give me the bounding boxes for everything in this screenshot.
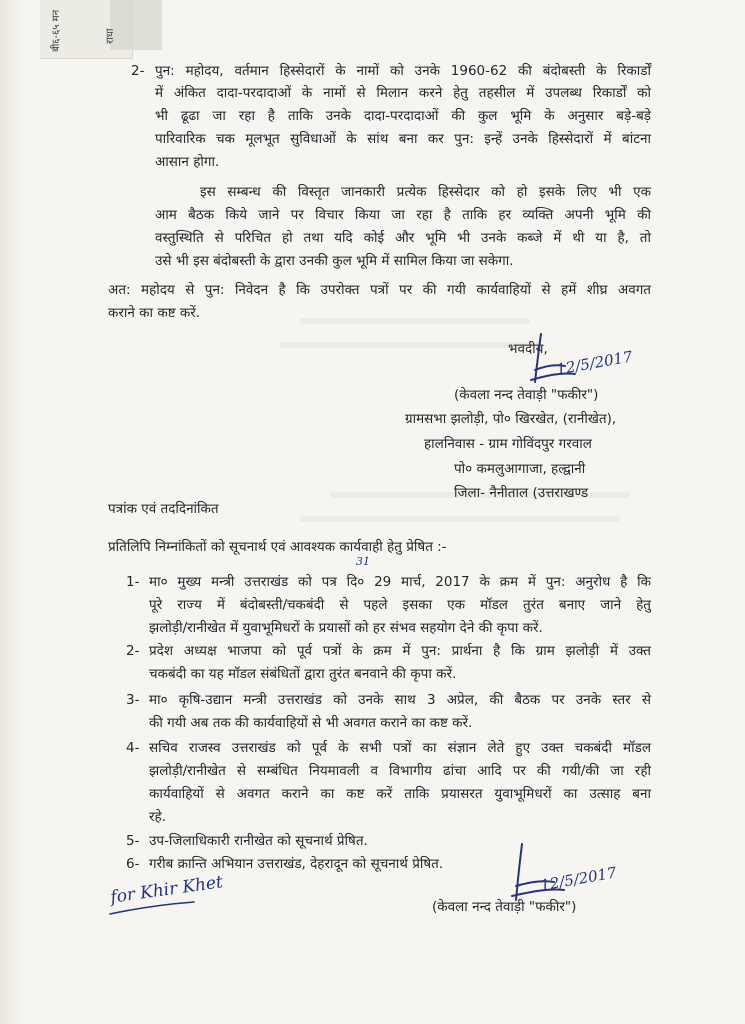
signature-date: 12/5/2017: [555, 347, 634, 379]
closing-text: भवदीय,: [508, 341, 548, 357]
note-underline: [108, 900, 198, 920]
copy-intro: प्रतिलिपि निम्नांकितों को सूचनार्थ एवं आवश्यक कार्यवाही हेतु प्रेषित :-: [108, 539, 447, 555]
section-line: में अंकित दादा-परदादाओं के नामों से मिलान करने हेतु तहसील में उपलब्ध रिकार्डों को: [155, 85, 651, 101]
section-para-line: इस सम्बन्ध की विस्तृत जानकारी प्रत्येक हिस्सेदार को हो इसके लिए भी एक: [200, 184, 651, 200]
stub-text-a: बी६-६५ मन: [51, 9, 62, 52]
stub-text-b: राधा: [105, 28, 116, 44]
section-para-line: आम बैठक किये जाने पर विचार किया जा रहा है ताकि हर व्यक्ति अपनी भूमि की: [155, 207, 651, 223]
page-edge-shadow: [0, 0, 22, 1024]
copy-number: 3-: [126, 692, 140, 708]
copy-line: सचिव राजस्व उत्तराखंड को पूर्व के सभी पत्रों का संज्ञान लेते हुए उक्त चकबंदी मॉडल: [149, 740, 651, 756]
copy-line: की गयी अब तक की कार्यवाहियों से भी अवगत कराने का कष्ट करें.: [149, 715, 473, 731]
copy-line: चकबंदी का यह मॉडल संबंधितों द्वारा तुरंत बनवाने की कृपा करें.: [149, 666, 457, 682]
address-line: जिला- नैनीताल (उत्तराखण्ड: [454, 485, 589, 501]
final-signer-name: (केवला नन्द तेवाड़ी "फकीर"): [432, 899, 577, 915]
bleed-mark: [300, 318, 530, 324]
section-line: पुन: महोदय, वर्तमान हिस्सेदारों के नामों को उनके 1960-62 की बंदोबस्ती के रिकार्डों: [155, 63, 651, 79]
final-signature-date: 12/5/2017: [539, 863, 618, 895]
section-line: भी ढूढा जा रहा है ताकि उनके दादा-परदादाओं की कुल भूमि के अनुसार बड़े-बड़े: [155, 108, 651, 124]
bleed-mark: [300, 516, 620, 522]
copy-line: मा० मुख्य मन्त्री उत्तराखंड को पत्र दि० 29 मार्च, 2017 के क्रम में पुन: अनुरोध है कि: [149, 574, 651, 590]
copy-line: प्रदेश अध्यक्ष भाजपा को पूर्व पत्रों के क्रम में पुन: प्रार्थना है कि ग्राम झलोड़ी में उक्त: [149, 643, 651, 659]
section-para-line: उसे भी इस बंदोबस्ती के द्वारा उनकी कुल भूमि में सामिल किया जा सकेगा.: [155, 253, 514, 269]
section-number: 2-: [131, 63, 145, 79]
copy-number: 5-: [126, 833, 140, 849]
copy-line: झलोड़ी/रानीखेत में युवाभूमिधरों के प्रयासों को हर संभव सहयोग देने की कृपा करें.: [149, 620, 543, 636]
signer-name: (केवला नन्द तेवाड़ी "फकीर"): [454, 387, 599, 403]
bleed-mark: [280, 342, 540, 348]
copy-number: 4-: [126, 740, 140, 756]
section-line: आसान होगा.: [155, 154, 220, 170]
copy-line: रहे.: [149, 809, 166, 825]
copy-line: गरीब क्रान्ति अभियान उत्तराखंड, देहरादून को सूचनार्थ प्रेषित.: [149, 856, 444, 872]
section-para-line: वस्तुस्थिति से परिचित हो तथा यदि कोई और भूमि भी उनके कब्जे में थी या है, तो: [155, 230, 651, 246]
header-stub: [40, 0, 133, 59]
copy-number: 6-: [126, 856, 140, 872]
address-line: ग्रामसभा झलोड़ी, पो० खिरखेत, (रानीखेत),: [405, 411, 617, 427]
request-line: अत: महोदय से पुन: निवेदन है कि उपरोक्त पत्रों पर की गयी कार्यवाहियों से हमें शीघ्र अवगत: [108, 282, 651, 298]
handwritten-note: for Khir Khet: [109, 872, 225, 908]
tape-strip: [110, 0, 162, 50]
handwritten-date-fix: 31: [356, 555, 370, 568]
copy-number: 1-: [126, 574, 140, 590]
request-line: कराने का कष्ट करें.: [108, 305, 201, 321]
copy-number: 2-: [126, 643, 140, 659]
address-line: हालनिवास - ग्राम गोविंदपुर गरवाल: [424, 436, 592, 452]
section-line: पारिवारिक चक मूलभूत सुविधाओं के सांथ बना कर पुन: इन्हें उनके हिस्सेदारों में बांटना: [155, 131, 651, 147]
copy-line: उप-जिलाधिकारी रानीखेत को सूचनार्थ प्रेषित.: [149, 833, 368, 849]
copy-line: झलोड़ी/रानीखेत से सम्बंधित नियमावली व विभागीय ढांचा आदि पर की गयी/की जा रही: [149, 763, 651, 779]
copy-line: मा० कृषि-उद्यान मन्त्री उत्तराखंड को उनके साथ 3 अप्रेल, की बैठक पर उनके स्तर से: [149, 692, 651, 708]
address-line: पो० कमलुआगाजा, हल्द्वानी: [454, 461, 586, 477]
copy-line: कार्यवाहियों से अवगत कराने का कष्ट करें ताकि प्रयासरत युवाभूमिधरों का उत्साह बना: [149, 786, 651, 802]
copy-line: पूरे राज्य में बंदोबस्ती/चकबंदी से पहले इसका एक मॉडल तुरंत बनाए जाने हेतु: [149, 597, 651, 613]
reference-label: पत्रांक एवं तददिनांकित: [108, 501, 219, 517]
